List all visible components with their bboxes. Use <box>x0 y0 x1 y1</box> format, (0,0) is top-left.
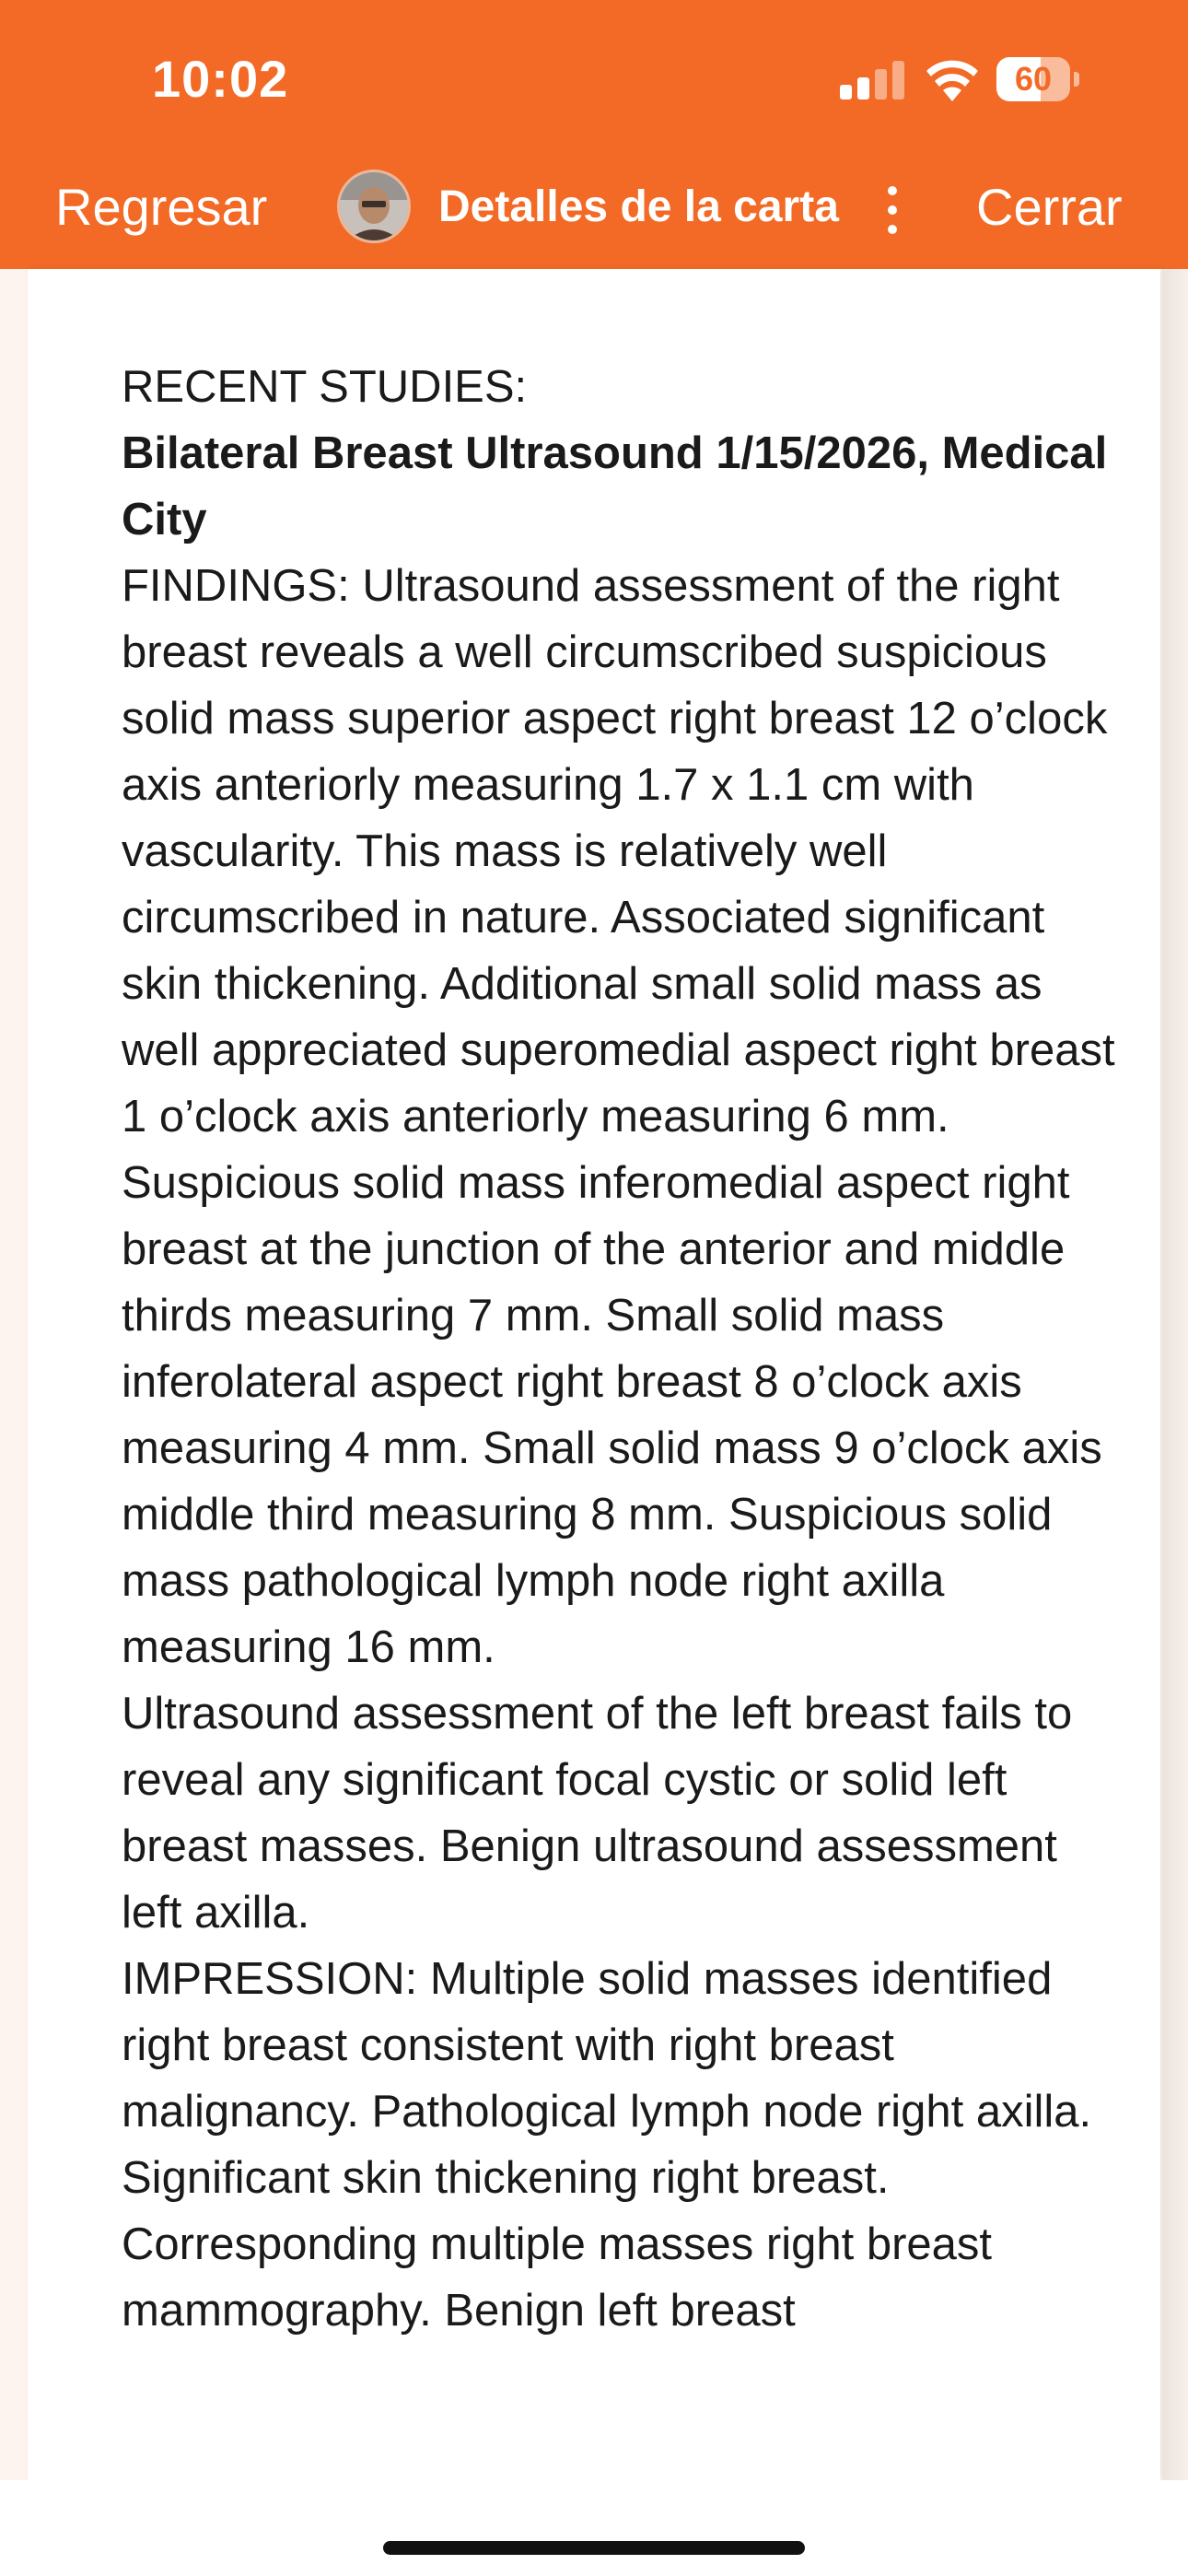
scroll-edge <box>1162 269 1188 2480</box>
impression-paragraph: IMPRESSION: Multiple solid masses identified right breast consistent with right breast malignancy. Pathological lymph node right axilla. Significant skin thickening right breast. Corresponding multiple masses right breast mammography. Benign left breast <box>122 1954 1092 2336</box>
study-title: Bilateral Breast Ultrasound 1/15/2026, Medical City <box>122 428 1108 544</box>
avatar[interactable] <box>337 170 411 243</box>
wifi-icon <box>924 57 981 101</box>
report-content <box>122 354 1116 2344</box>
more-options-icon[interactable] <box>882 184 903 236</box>
left-breast-paragraph: Ultrasound assessment of the left breast fails to reveal any significant focal cystic or solid left breast masses. Benign ultrasound assessment left axilla. <box>122 1689 1073 1938</box>
section-label: RECENT STUDIES: <box>122 362 528 412</box>
bottom-bar <box>0 2480 1188 2576</box>
home-indicator[interactable] <box>383 2541 805 2555</box>
battery-icon <box>996 57 1079 101</box>
status-time: 10:02 <box>152 50 289 108</box>
close-button[interactable]: Cerrar <box>976 178 1123 236</box>
app-header <box>0 0 1188 269</box>
back-button[interactable]: Regresar <box>55 178 268 236</box>
page-title: Detalles de la carta <box>438 182 839 231</box>
findings-paragraph: FINDINGS: Ultrasound assessment of the right breast reveals a well circumscribed suspicious solid mass superior aspect right breast 12 o’clock axis anteriorly measuring 1.7 x 1.1 cm with vascularity. This mass is relatively well circumscribed in nature. Associated significant skin thickening. Additional small solid mass as well appreciated superomedial aspect right breast 1 o’clock axis anteriorly measuring 6 mm. Suspicious solid mass inferomedial aspect right breast at the junction of the anterior and middle thirds measuring 7 mm. Small solid mass inferolateral aspect right breast 8 o’clock axis measuring 4 mm. Small solid mass 9 o’clock axis middle third measuring 8 mm. Suspicious solid mass pathological lymph node right axilla measuring 16 mm. <box>122 561 1115 1672</box>
battery-percentage: 60 <box>1014 60 1053 98</box>
cellular-signal-icon <box>840 61 906 100</box>
